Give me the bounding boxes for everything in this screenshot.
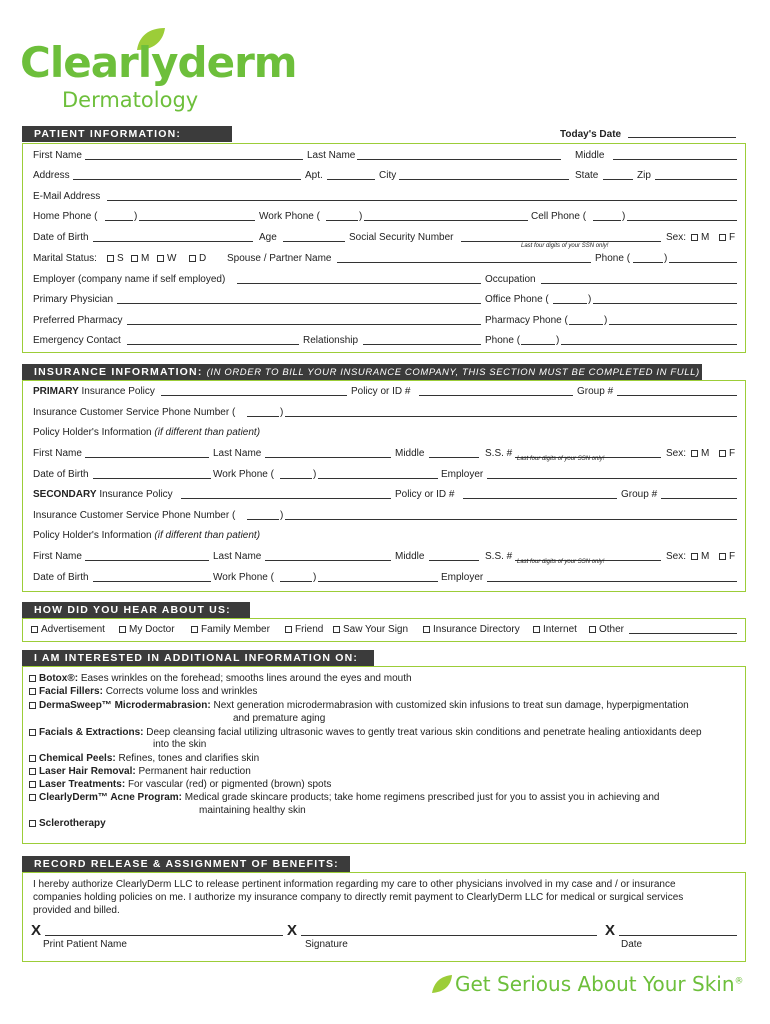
checkbox-icon	[29, 820, 36, 827]
first-name-field[interactable]	[85, 150, 303, 160]
primary-holder-first-field[interactable]	[85, 448, 209, 458]
signature-label: Signature	[305, 939, 348, 950]
ssn-note: Last four digits of your SSN only!	[521, 243, 609, 249]
interest-item-acne[interactable]	[29, 792, 659, 804]
checkbox-icon	[285, 626, 292, 633]
sex-f-label: F	[729, 232, 736, 243]
checkbox-icon	[719, 450, 726, 457]
secondary-holder-work-label: Work Phone (	[213, 572, 274, 583]
primary-holder-label	[33, 427, 260, 439]
primary-id-field[interactable]	[419, 386, 573, 396]
secondary-cs-phone-field[interactable]	[285, 510, 737, 520]
age-label: Age	[259, 232, 277, 243]
home-phone-area[interactable]	[105, 211, 133, 221]
secondary-policy-text: Insurance Policy	[99, 489, 173, 500]
checkbox-icon	[189, 255, 196, 262]
work-phone-label: Work Phone (	[259, 211, 320, 222]
cell-phone-label: Cell Phone (	[531, 211, 587, 222]
relationship-label: Relationship	[303, 335, 359, 346]
primary-holder-last-field[interactable]	[265, 448, 391, 458]
checkbox-icon	[29, 675, 36, 682]
secondary-cs-phone-label: Insurance Customer Service Phone Number (	[33, 510, 236, 521]
checkbox-icon	[333, 626, 340, 633]
secondary-cs-phone-area[interactable]	[247, 510, 279, 520]
print-name-label: Print Patient Name	[43, 939, 127, 950]
state-field[interactable]	[603, 170, 633, 180]
dob-label: Date of Birth	[33, 232, 89, 243]
primary-sex-label: Sex:	[666, 448, 687, 459]
marital-m-label: M	[141, 253, 150, 264]
checkbox-icon	[29, 688, 36, 695]
checkbox-icon	[107, 255, 114, 262]
hear-option-label: Family Member	[201, 624, 270, 635]
checkbox-icon	[29, 729, 36, 736]
primary-cs-phone-label: Insurance Customer Service Phone Number (	[33, 407, 236, 418]
primary-group-label: Group #	[577, 386, 614, 397]
todays-date-label: Today's Date	[560, 129, 622, 140]
secondary-policy-label	[33, 489, 173, 501]
interest-item-laser-hair[interactable]	[29, 766, 251, 778]
insurance-header	[22, 364, 702, 380]
apt-field[interactable]	[327, 170, 375, 180]
checkbox-icon	[119, 626, 126, 633]
secondary-id-label: Policy or ID #	[395, 489, 455, 500]
hear-option-advertisement[interactable]	[31, 624, 105, 636]
primary-holder-dob-field[interactable]	[93, 469, 211, 479]
interest-item-desc: Eases wrinkles on the forehead; smooths lines around the eyes and mouth	[80, 673, 412, 684]
hear-option-label: Insurance Directory	[433, 624, 520, 635]
checkbox-icon	[589, 626, 596, 633]
primary-ssn-note: Last four digits of your SSN only!	[517, 456, 605, 462]
relationship-field[interactable]	[363, 335, 481, 345]
primary-holder-work-label: Work Phone (	[213, 469, 274, 480]
secondary-holder-employer-field[interactable]	[487, 572, 737, 582]
hear-option-saw-sign[interactable]	[333, 624, 408, 636]
interest-item-desc: Corrects volume loss and wrinkles	[105, 686, 258, 697]
secondary-holder-first-field[interactable]	[85, 551, 209, 561]
occupation-field[interactable]	[541, 274, 737, 284]
signature-field[interactable]	[301, 926, 597, 936]
marital-m-option[interactable]	[131, 253, 149, 265]
dob-field[interactable]	[93, 232, 253, 242]
secondary-label: SECONDARY	[33, 489, 97, 500]
interest-item-desc: Medical grade skincare products; take home regimens prescribed just for you to assist you in achieving and	[184, 792, 660, 803]
date-field[interactable]	[619, 926, 737, 936]
hear-option-label: Internet	[543, 624, 577, 635]
occupation-label: Occupation	[485, 274, 536, 285]
last-name-field[interactable]	[357, 150, 561, 160]
secondary-holder-dob-label: Date of Birth	[33, 572, 89, 583]
interest-item-name: Facials & Extractions:	[39, 727, 144, 738]
pharmacy-phone-field[interactable]	[609, 315, 737, 325]
secondary-holder-ss-label: S.S. #	[485, 551, 513, 562]
sex-m-label: M	[701, 232, 710, 243]
address-label: Address	[33, 170, 70, 181]
print-name-field[interactable]	[45, 926, 283, 936]
hear-box	[22, 618, 746, 642]
secondary-holder-employer-label: Employer	[441, 572, 484, 583]
interest-header: I AM INTERESTED IN ADDITIONAL INFORMATION ON:	[22, 650, 374, 666]
secondary-group-field[interactable]	[661, 489, 737, 499]
secondary-holder-middle-label: Middle	[395, 551, 425, 562]
primary-cs-phone-field[interactable]	[285, 407, 737, 417]
middle-label: Middle	[575, 150, 605, 161]
pharmacy-phone-area[interactable]	[569, 315, 603, 325]
interest-item-desc: Refines, tones and clarifies skin	[118, 753, 260, 764]
checkbox-icon	[691, 450, 698, 457]
zip-label: Zip	[637, 170, 651, 181]
checkbox-icon	[131, 255, 138, 262]
logo-sub: Dermatology	[62, 88, 199, 112]
record-text-3: provided and billed.	[33, 905, 120, 916]
checkbox-icon	[31, 626, 38, 633]
emergency-label: Emergency Contact	[33, 335, 121, 346]
interest-item-laser-treatments[interactable]	[29, 779, 331, 791]
employer-field[interactable]	[237, 274, 481, 284]
hear-option-label: Advertisement	[41, 624, 105, 635]
marital-d-label: D	[199, 253, 207, 264]
spouse-field[interactable]	[337, 253, 591, 263]
marital-s-label: S	[117, 253, 124, 264]
checkbox-icon	[691, 234, 698, 241]
sex-m-option[interactable]	[691, 232, 709, 244]
hear-option-insurance-directory[interactable]	[423, 624, 520, 636]
checkbox-icon	[423, 626, 430, 633]
checkbox-icon	[191, 626, 198, 633]
interest-item-name: Laser Hair Removal:	[39, 766, 136, 777]
emergency-field[interactable]	[127, 335, 299, 345]
insurance-box: PRIMARY Insurance Policy Policy or ID # Group # Insurance Customer Service Phone Number ( ) Policy Holder's Information (if different than patient) First Name Last Name Middle S.S. # Last four digits of your SSN only! Sex: M F Date of Birth Work Phone ( ) Employer SECONDARY Insurance Policy Policy or ID # Group # Insurance Customer Service Phone Number ( ) Policy Holder's Information (if different than patient) First Name Last Name Middle S.S. # Last four digits of your SSN only! Sex: M F Date of Birth Work Phone ( ) Employer	[22, 380, 746, 592]
last-name-label: Last Name	[307, 150, 356, 161]
hear-option-other[interactable]	[589, 624, 624, 636]
hear-option-label: Saw Your Sign	[343, 624, 409, 635]
checkbox-icon	[691, 553, 698, 560]
secondary-holder-label	[33, 530, 260, 542]
leaf-icon	[431, 974, 453, 994]
hear-header: HOW DID YOU HEAR ABOUT US:	[22, 602, 250, 618]
secondary-sex-label: Sex:	[666, 551, 687, 562]
marital-s-option[interactable]	[107, 253, 124, 265]
marital-label: Marital Status:	[33, 253, 97, 264]
physician-field[interactable]	[117, 294, 481, 304]
interest-item-desc-cont: maintaining healthy skin	[199, 805, 306, 816]
date-x: X	[605, 922, 616, 939]
primary-policy-label	[33, 386, 155, 398]
marital-d-option[interactable]	[189, 253, 206, 265]
primary-id-label: Policy or ID #	[351, 386, 411, 397]
interest-item-desc: Permanent hair reduction	[138, 766, 251, 777]
first-name-label: First Name	[33, 150, 82, 161]
hear-option-label: Friend	[295, 624, 324, 635]
age-field[interactable]	[283, 232, 345, 242]
city-label: City	[379, 170, 397, 181]
checkbox-icon	[29, 755, 36, 762]
record-header: RECORD RELEASE & ASSIGNMENT OF BENEFITS:	[22, 856, 350, 872]
primary-holder-employer-label: Employer	[441, 469, 484, 480]
interest-item-desc: Deep cleansing facial utilizing ultrasonic waves to gently treat various skin conditions and penetrate healing antioxidants deep	[146, 727, 702, 738]
secondary-sex-m-label: M	[701, 551, 710, 562]
primary-policy-text: Insurance Policy	[81, 386, 155, 397]
interest-item-name: ClearlyDerm™ Acne Program:	[39, 792, 183, 803]
interest-item-name: DermaSweep™ Microdermabrasion:	[39, 700, 211, 711]
employer-label: Employer (company name if self employed)	[33, 274, 226, 285]
date-label: Date	[621, 939, 643, 950]
home-phone-label: Home Phone (	[33, 211, 98, 222]
work-phone-field[interactable]	[364, 211, 528, 221]
office-phone-field[interactable]	[593, 294, 737, 304]
primary-holder-ss-label: S.S. #	[485, 448, 513, 459]
hear-option-internet[interactable]	[533, 624, 577, 636]
secondary-holder-work-area[interactable]	[280, 572, 312, 582]
email-field[interactable]	[107, 191, 737, 201]
secondary-holder-text: Policy Holder's Information	[33, 530, 152, 541]
checkbox-icon	[157, 255, 164, 262]
interest-item-name: Botox®:	[39, 673, 79, 684]
checkbox-icon	[533, 626, 540, 633]
home-phone-field[interactable]	[139, 211, 255, 221]
interest-item-fillers[interactable]	[29, 686, 257, 698]
primary-sex-m-option[interactable]	[691, 448, 709, 460]
primary-holder-first-label: First Name	[33, 448, 82, 459]
tagline-mark: ®	[734, 976, 744, 987]
secondary-holder-note: (if different than patient)	[154, 530, 261, 541]
primary-holder-last-label: Last Name	[213, 448, 262, 459]
hear-option-label: Other	[599, 624, 625, 635]
primary-holder-work-field[interactable]	[318, 469, 438, 479]
office-phone-label: Office Phone (	[485, 294, 549, 305]
checkbox-icon	[29, 702, 36, 709]
interest-item-dermasweep[interactable]	[29, 700, 689, 712]
pharmacy-phone-label: Pharmacy Phone (	[485, 315, 568, 326]
ssn-field[interactable]	[461, 232, 661, 242]
emergency-phone-field[interactable]	[561, 335, 737, 345]
physician-label: Primary Physician	[33, 294, 114, 305]
hear-option-family-member[interactable]	[191, 624, 270, 636]
print-name-x: X	[31, 922, 42, 939]
secondary-holder-last-field[interactable]	[265, 551, 391, 561]
secondary-sex-f-label: F	[729, 551, 736, 562]
tagline-text: Get Serious About Your Skin	[455, 972, 735, 996]
primary-sex-m-label: M	[701, 448, 710, 459]
hear-option-friend[interactable]	[285, 624, 323, 636]
secondary-policy-field[interactable]	[181, 489, 391, 499]
checkbox-icon	[29, 781, 36, 788]
signature-x: X	[287, 922, 298, 939]
state-label: State	[575, 170, 599, 181]
ssn-label: Social Security Number	[349, 232, 454, 243]
insurance-header-title: INSURANCE INFORMATION:	[34, 366, 203, 378]
city-field[interactable]	[399, 170, 569, 180]
primary-sex-f-label: F	[729, 448, 736, 459]
record-text-2: companies holding policies on me. I authorize my insurance company to directly remit payment to ClearlyDerm LLC for medical or surgical services	[33, 892, 684, 903]
record-text-1: I hereby authorize ClearlyDerm LLC to release pertinent information regarding my care to other physicians involved in my case and / or insurance	[33, 879, 676, 890]
apt-label: Apt.	[305, 170, 323, 181]
address-field[interactable]	[73, 170, 301, 180]
office-phone-area[interactable]	[553, 294, 587, 304]
primary-policy-field[interactable]	[161, 386, 347, 396]
secondary-holder-first-label: First Name	[33, 551, 82, 562]
secondary-holder-work-field[interactable]	[318, 572, 438, 582]
secondary-sex-m-option[interactable]	[691, 551, 709, 563]
sex-f-option[interactable]	[719, 232, 735, 244]
secondary-id-field[interactable]	[463, 489, 617, 499]
sex-label: Sex:	[666, 232, 687, 243]
primary-holder-dob-label: Date of Birth	[33, 469, 89, 480]
spouse-phone-label: Phone (	[595, 253, 631, 264]
spouse-phone-field[interactable]	[669, 253, 737, 263]
insurance-header-note: (IN ORDER TO BILL YOUR INSURANCE COMPANY, THIS SECTION MUST BE COMPLETED IN FULL)	[206, 367, 700, 378]
zip-field[interactable]	[655, 170, 737, 180]
interest-item-desc: Next generation microdermabrasion with customized skin infusions to treat sun damage, hyperpigmentation	[213, 700, 689, 711]
middle-field[interactable]	[613, 150, 737, 160]
patient-header: PATIENT INFORMATION:	[22, 126, 232, 142]
todays-date-field[interactable]	[628, 128, 736, 138]
interest-item-peels[interactable]	[29, 753, 259, 765]
interest-item-desc: For vascular (red) or pigmented (brown) spots	[127, 779, 332, 790]
interest-box	[22, 666, 746, 844]
checkbox-icon	[29, 768, 36, 775]
interest-item-name: Chemical Peels:	[39, 753, 116, 764]
interest-item-desc-cont: into the skin	[153, 739, 207, 750]
primary-holder-middle-field[interactable]	[429, 448, 479, 458]
cell-phone-field[interactable]	[627, 211, 737, 221]
secondary-holder-dob-field[interactable]	[93, 572, 211, 582]
logo-brand: Clearlyderm	[20, 38, 297, 87]
interest-item-facials[interactable]	[29, 727, 702, 739]
cell-phone-area[interactable]	[593, 211, 621, 221]
patient-box: First Name Last Name Middle Address Apt. City State Zip E-Mail Address Home Phone ( ) Work Phone ( ) Cell Phone ( ) Date of Birth Age Social Security Number Last four digits of your SSN only! Sex: M F Marital Status: S M W D Spouse / Partner Name Phone ( ) Employer (company name if self employed) Occupation Primary Physician Office Phone ( ) Preferred Pharmacy Pharmacy Phone ( ) Emergency Contact Relationship Phone ( )	[22, 143, 746, 353]
interest-item-name: Facial Fillers:	[39, 686, 103, 697]
primary-holder-middle-label: Middle	[395, 448, 425, 459]
secondary-ssn-note: Last four digits of your SSN only!	[517, 559, 605, 565]
primary-holder-text: Policy Holder's Information	[33, 427, 152, 438]
record-box	[22, 872, 746, 962]
pharmacy-field[interactable]	[127, 315, 481, 325]
emergency-phone-area[interactable]	[521, 335, 555, 345]
hear-option-my-doctor[interactable]	[119, 624, 175, 636]
interest-item-name: Sclerotherapy	[39, 818, 106, 829]
primary-label: PRIMARY	[33, 386, 79, 397]
primary-holder-note: (if different than patient)	[154, 427, 261, 438]
interest-item-sclerotherapy[interactable]	[29, 818, 106, 830]
primary-sex-f-option[interactable]	[719, 448, 735, 460]
checkbox-icon	[29, 794, 36, 801]
marital-w-option[interactable]	[157, 253, 176, 265]
secondary-holder-middle-field[interactable]	[429, 551, 479, 561]
secondary-group-label: Group #	[621, 489, 658, 500]
interest-item-name: Laser Treatments:	[39, 779, 126, 790]
hear-other-field[interactable]	[629, 624, 737, 634]
checkbox-icon	[719, 553, 726, 560]
email-label: E-Mail Address	[33, 191, 101, 202]
secondary-sex-f-option[interactable]	[719, 551, 735, 563]
primary-holder-employer-field[interactable]	[487, 469, 737, 479]
interest-item-botox[interactable]	[29, 673, 412, 685]
work-phone-area[interactable]	[326, 211, 358, 221]
primary-holder-work-area[interactable]	[280, 469, 312, 479]
spouse-phone-area[interactable]	[633, 253, 663, 263]
hear-option-label: My Doctor	[129, 624, 175, 635]
tagline	[455, 972, 744, 996]
pharmacy-label: Preferred Pharmacy	[33, 315, 123, 326]
primary-cs-phone-area[interactable]	[247, 407, 279, 417]
marital-w-label: W	[167, 253, 177, 264]
interest-item-desc-cont: and premature aging	[233, 713, 326, 724]
spouse-label: Spouse / Partner Name	[227, 253, 332, 264]
checkbox-icon	[719, 234, 726, 241]
emergency-phone-label: Phone (	[485, 335, 521, 346]
primary-group-field[interactable]	[617, 386, 737, 396]
secondary-holder-last-label: Last Name	[213, 551, 262, 562]
